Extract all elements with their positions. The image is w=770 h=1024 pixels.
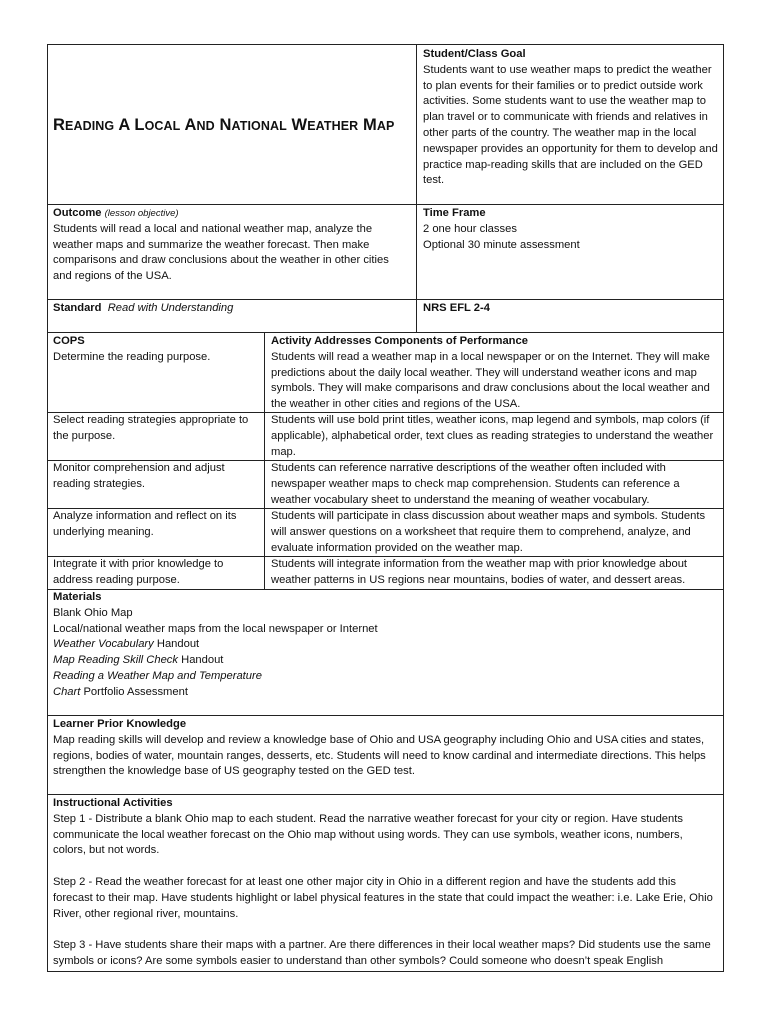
outcome-heading-line xyxy=(53,206,410,222)
outcome-text: Students will read a local and national weather map, analyze the weather maps and summarize the weather forecast. Then make comparisons and draw conclusions about the weather in other cities and regions of the USA. xyxy=(53,222,389,283)
goal-text: Students want to use weather maps to predict the weather to plan events for their families or to predict outside work activities. Some students want to use the weather map to plan travel or to communicate with friends and relatives in other parts of the country. The weather map in the local newspaper provides an opportunity for them to develop and practice map-reading skills that are included on the GED test. xyxy=(423,63,718,187)
activity-item: Students will integrate information from the weather map with prior knowledge about weather patterns in US regions near mountains, bodies of water, and dessert areas. xyxy=(271,558,688,586)
cops-cell-2 xyxy=(47,413,264,445)
instructional-step-2: Step 2 - Read the weather forecast for at least one other major city in Ohio in a different region and have the students add this forecast to their map. Have students highlight or label physical features in the state that could impact the weather: i.e. Lake Erie, Ohio River, other regional river, mountains. xyxy=(53,875,713,920)
outcome-section xyxy=(47,206,416,285)
time-frame-heading: Time Frame xyxy=(423,207,486,219)
activity-item: Students will participate in class discussion about weather maps and symbols. Students will answer questions on a worksheet that require them to comprehend, analyze, and evaluate information provided on the weather map. xyxy=(271,510,706,554)
page-title: READING A LOCAL AND NATIONAL WEATHER MAP xyxy=(53,116,395,134)
divider xyxy=(47,715,724,716)
activity-cell-5 xyxy=(265,557,724,589)
materials-section xyxy=(47,590,724,701)
cops-cell-3 xyxy=(47,461,264,493)
divider xyxy=(47,299,724,300)
prior-knowledge-section xyxy=(47,717,724,780)
activity-heading: Activity Addresses Components of Performance xyxy=(271,335,528,347)
time-frame-line-2: Optional 30 minute assessment xyxy=(423,238,580,251)
activity-item: Students will use bold print titles, weather icons, map legend and symbols, map colors (if applicable), alphabetical order, text clues as reading strategies to understand the weather map. xyxy=(271,414,714,458)
materials-item: Weather Vocabulary Handout xyxy=(53,638,200,651)
cops-cell-1 xyxy=(47,334,264,366)
standard-value: Read with Understanding xyxy=(107,302,234,314)
instructional-heading: Instructional Activities xyxy=(53,797,173,809)
cops-item: Select reading strategies appropriate to the purpose. xyxy=(53,414,249,442)
prior-knowledge-text: Map reading skills will develop and review a knowledge base of Ohio and USA geography including Ohio and USA cities and states, regions, bodies of water, mountain ranges, desserts, etc. Students will need to know cardinal and intermediate directions. This helps strengthen the knowledge base of US geography tested on the GED test. xyxy=(53,733,706,778)
outcome-note: (lesson objective) xyxy=(104,208,179,219)
instructional-activities-section xyxy=(47,796,724,970)
standard-label: Standard xyxy=(53,302,102,314)
activity-item: Students can reference narrative descriptions of the weather often included with newspaper weather maps to check map comprehension. Students can reference a weather vocabulary sheet to understand the meaning of weather vocabulary. xyxy=(271,462,680,506)
divider xyxy=(47,332,724,333)
cops-item: Integrate it with prior knowledge to address reading purpose. xyxy=(53,558,224,586)
activity-cell-3 xyxy=(265,461,724,508)
time-frame-section xyxy=(417,206,724,253)
activity-cell-2 xyxy=(265,413,724,460)
outcome-heading: Outcome xyxy=(53,207,102,219)
activity-item: Students will read a weather map in a local newspaper or on the Internet. They will make predictions about the daily local weather. They will understand weather icons and map symbols. They will make comparisons and draw conclusions about the local weather and the weather in other cities and regions of the USA. xyxy=(271,350,710,411)
time-frame-line-1: 2 one hour classes xyxy=(423,222,517,235)
instructional-step-3: Step 3 - Have students share their maps with a partner. Are there differences in their local weather maps? Did students use the same symbols or icons? Are some symbols easier to understand than other symbols? Could someone who doesn’t speak English xyxy=(53,939,711,967)
nrs-level: NRS EFL 2-4 xyxy=(423,302,490,314)
activity-cell-4 xyxy=(265,509,724,556)
activity-cell-1 xyxy=(265,334,724,413)
student-class-goal xyxy=(417,47,724,189)
cops-item: Monitor comprehension and adjust reading strategies. xyxy=(53,462,225,490)
instructional-step-1: Step 1 - Distribute a blank Ohio map to each student. Read the narrative weather forecast for your city or region. Have students communicate the local weather forecast on the Ohio map without using words. They can use symbols, weather icons, numbers, colors, but not words. xyxy=(53,812,683,857)
divider xyxy=(47,794,724,795)
materials-item: Reading a Weather Map and Temperature xyxy=(53,669,262,682)
cops-cell-4 xyxy=(47,509,264,541)
materials-item: Local/national weather maps from the local newspaper or Internet xyxy=(53,622,378,635)
cops-item: Analyze information and reflect on its underlying meaning. xyxy=(53,510,237,538)
divider xyxy=(47,204,724,205)
materials-item: Map Reading Skill Check Handout xyxy=(53,654,224,667)
materials-item: Chart Portfolio Assessment xyxy=(53,685,188,698)
prior-knowledge-heading: Learner Prior Knowledge xyxy=(53,718,187,730)
cops-heading: COPS xyxy=(53,335,85,347)
goal-heading: Student/Class Goal xyxy=(423,48,526,60)
materials-heading: Materials xyxy=(53,591,102,603)
cops-cell-5 xyxy=(47,557,264,589)
standard-section xyxy=(47,301,416,317)
materials-item: Blank Ohio Map xyxy=(53,606,133,619)
cops-item: Determine the reading purpose. xyxy=(53,350,211,363)
